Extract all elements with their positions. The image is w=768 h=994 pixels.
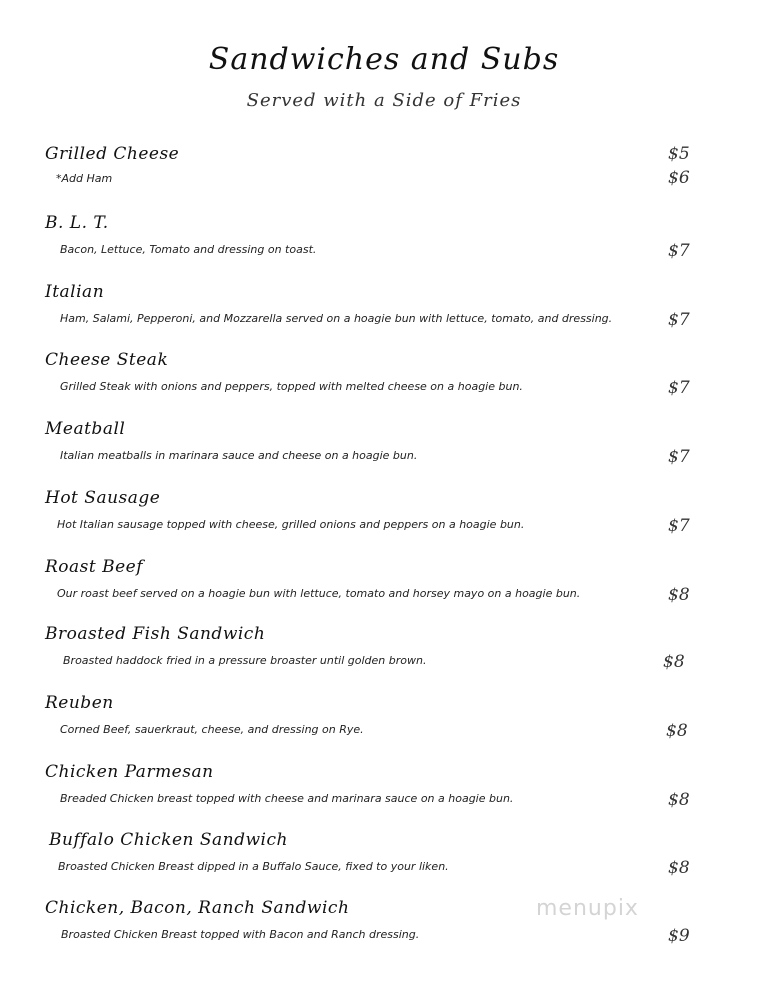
- item-name: Italian: [45, 282, 105, 302]
- menu-item-chicken-bacon-ranch: [0, 898, 768, 958]
- item-name: B. L. T.: [45, 213, 109, 233]
- item-price: $8: [663, 652, 685, 672]
- item-price: $8: [668, 790, 690, 810]
- item-description: Hot Italian sausage topped with cheese, grilled onions and peppers on a hoagie bun.: [57, 518, 525, 531]
- item-price: $7: [668, 516, 690, 536]
- item-price: $7: [668, 378, 690, 398]
- menu-item-reuben: [0, 693, 768, 753]
- menu-item-broasted-fish: [0, 624, 768, 684]
- item-name: Reuben: [45, 693, 114, 713]
- item-name: Grilled Cheese: [45, 144, 180, 164]
- item-description: Ham, Salami, Pepperoni, and Mozzarella served on a hoagie bun with lettuce, tomato, and dressing.: [60, 312, 613, 325]
- menu-item-italian: [0, 282, 768, 342]
- item-description: Corned Beef, sauerkraut, cheese, and dressing on Rye.: [60, 723, 364, 736]
- watermark-logo: menupix: [536, 896, 639, 921]
- item-description: Grilled Steak with onions and peppers, topped with melted cheese on a hoagie bun.: [60, 380, 523, 393]
- item-description: Our roast beef served on a hoagie bun with lettuce, tomato and horsey mayo on a hoagie bun.: [57, 587, 581, 600]
- item-description: Broasted Chicken Breast dipped in a Buffalo Sauce, fixed to your liken.: [58, 860, 449, 873]
- item-name: Hot Sausage: [45, 488, 161, 508]
- item-price: $8: [668, 858, 690, 878]
- page-subtitle: Served with a Side of Fries: [246, 90, 522, 111]
- item-name: Cheese Steak: [45, 350, 169, 370]
- menu-item-roast-beef: [0, 557, 768, 617]
- menu-item-hot-sausage: [0, 488, 768, 548]
- item-name: Broasted Fish Sandwich: [45, 624, 266, 644]
- item-description: Italian meatballs in marinara sauce and cheese on a hoagie bun.: [60, 449, 418, 462]
- item-price: $8: [668, 585, 690, 605]
- item-price: $7: [668, 241, 690, 261]
- item-price: $9: [668, 926, 690, 946]
- item-price: $8: [666, 721, 688, 741]
- item-description: Bacon, Lettuce, Tomato and dressing on toast.: [60, 243, 317, 256]
- item-description: Broasted haddock fried in a pressure broaster until golden brown.: [63, 654, 427, 667]
- item-addon: *Add Ham: [56, 172, 113, 185]
- menu-item-cheese-steak: [0, 350, 768, 410]
- item-addon-price: $6: [668, 168, 690, 188]
- item-price: $5: [668, 144, 690, 164]
- menu-item-blt: [0, 213, 768, 273]
- item-name: Chicken, Bacon, Ranch Sandwich: [45, 898, 350, 918]
- item-name: Roast Beef: [45, 557, 144, 577]
- item-description: Breaded Chicken breast topped with cheese and marinara sauce on a hoagie bun.: [60, 792, 514, 805]
- menu-item-chicken-parmesan: [0, 762, 768, 822]
- item-name: Buffalo Chicken Sandwich: [49, 830, 288, 850]
- item-description: Broasted Chicken Breast topped with Bacon and Ranch dressing.: [61, 928, 420, 941]
- item-price: $7: [668, 447, 690, 467]
- item-name: Meatball: [45, 419, 126, 439]
- menu-item-grilled-cheese: [0, 144, 768, 204]
- item-price: $7: [668, 310, 690, 330]
- item-name: Chicken Parmesan: [45, 762, 214, 782]
- page-title: Sandwiches and Subs: [208, 42, 560, 77]
- menu-item-meatball: [0, 419, 768, 479]
- menu-item-buffalo-chicken: [0, 830, 768, 890]
